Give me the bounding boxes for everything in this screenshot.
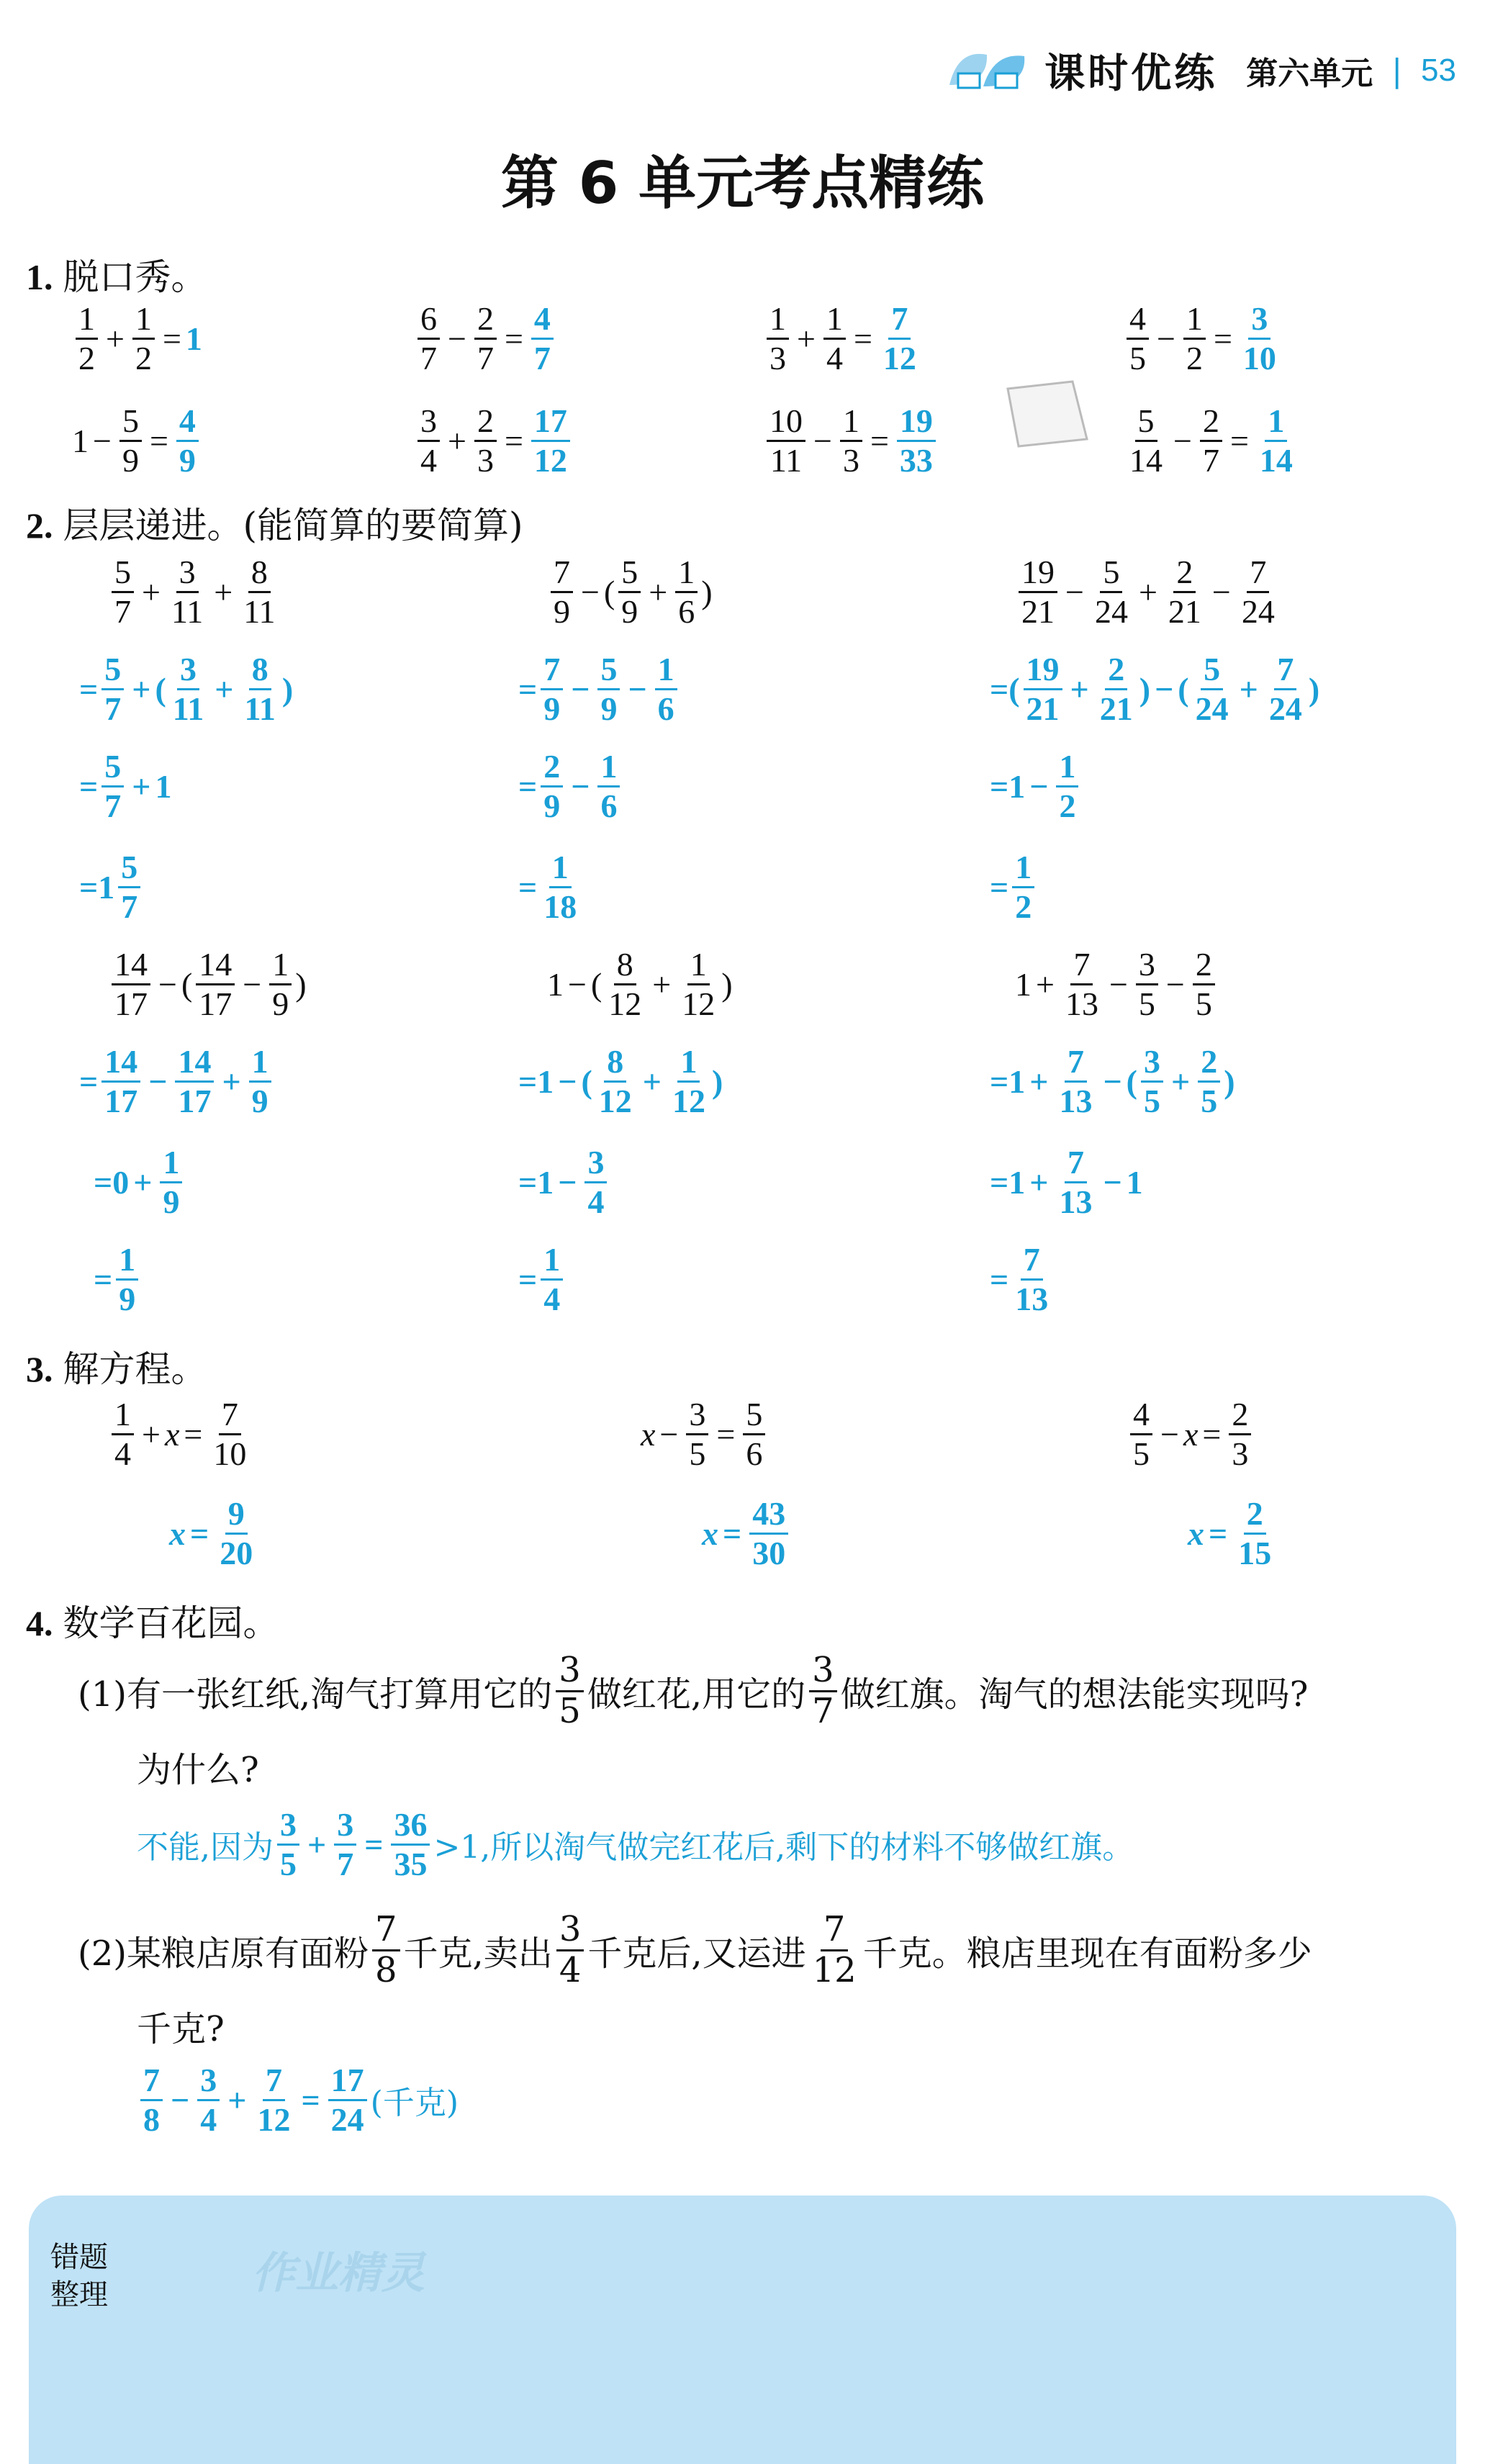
- oral-item: 1 − $\frac{5}{9}$ = $\frac{4}{9}$: [72, 403, 202, 478]
- oral-item: $\frac{1}{3}$ + $\frac{1}{4}$ = $\frac{7}{12}$: [763, 301, 923, 376]
- problem-4-1: (1)有一张红纸,淘气打算用它的 $\frac{3}{5}$ 做红花,用它的 $\frac{3}{7}$ 做红旗。淘气的想法能实现吗?: [78, 1650, 1309, 1731]
- equation-answer: x = $\frac{9}{20}$: [169, 1495, 253, 1571]
- calc-step: = $\frac{14}{17}$ − $\frac{14}{17}$ + $\frac{1}{9}$: [79, 1044, 275, 1119]
- page-title: 第 6 单元考点精练: [500, 150, 985, 217]
- problem-4-1-cont: 为什么?: [137, 1750, 259, 1790]
- calc-step: =1 + $\frac{7}{13}$ − ( $\frac{3}{5}$ + $\frac{2}{5}$ ): [990, 1043, 1235, 1119]
- section-1-heading: 1. 脱口秀。: [26, 256, 207, 298]
- calc-step: =0 + $\frac{1}{9}$: [94, 1145, 186, 1219]
- answer-4-1: 不能,因为 $\frac{3}{5}$ + $\frac{3}{7}$ = $\frac{36}{35}$ >1,所以淘气做完红花后,剩下的材料不够做红旗。: [137, 1806, 1134, 1882]
- calc-problem: 1 − ( $\frac{8}{12}$ + $\frac{1}{12}$ ): [547, 946, 733, 1022]
- calc-step: = $\frac{5}{7}$ + 1: [79, 748, 172, 824]
- calc-problem: $\frac{19}{21}$ − $\frac{5}{24}$ + $\frac{2}{21}$ − $\frac{7}{24}$: [1015, 554, 1281, 629]
- calc-step: =1 + $\frac{7}{13}$ − 1: [990, 1144, 1143, 1220]
- section-2-heading: 2. 层层递进。(能简算的要简算): [26, 505, 523, 546]
- calc-problem: 1 + $\frac{7}{13}$ − $\frac{3}{5}$ − $\frac{2}{5}$: [1015, 947, 1219, 1021]
- oral-item: $\frac{4}{5}$ − $\frac{1}{2}$ = $\frac{3}{10}$: [1123, 301, 1283, 376]
- error-review-label: 错题 整理: [50, 2241, 108, 2311]
- calc-step: = $\frac{1}{18}$: [518, 849, 577, 925]
- calc-step: = $\frac{5}{7}$ + ( $\frac{3}{11}$ + $\frac{8}{11}$ ): [79, 651, 294, 727]
- calc-step: = $\frac{1}{4}$: [518, 1242, 567, 1317]
- page-number: 53: [1421, 53, 1456, 88]
- book-logo-icon: [944, 42, 1037, 99]
- calc-step: = $\frac{7}{9}$ − $\frac{5}{9}$ − $\frac{1}{6}$: [518, 651, 681, 726]
- calc-step: = $\frac{1}{9}$: [94, 1242, 142, 1317]
- page-header: [944, 42, 1456, 99]
- header-separator: |: [1391, 52, 1403, 89]
- section-4-heading: 4. 数学百花园。: [26, 1602, 279, 1644]
- calc-step: =1 − $\frac{1}{2}$: [990, 749, 1082, 823]
- problem-4-2-cont: 千克?: [137, 2009, 225, 2049]
- calc-step: =( $\frac{19}{21}$ + $\frac{2}{21}$ ) − ( $\frac{5}{24}$ + $\frac{7}{24}$ ): [990, 651, 1320, 727]
- answer-4-2: $\frac{7}{8}$ − $\frac{3}{4}$ + $\frac{7}{12}$ = $\frac{17}{24}$ (千克): [137, 2062, 459, 2137]
- equation-answer: x = $\frac{43}{30}$: [702, 1496, 792, 1571]
- calc-step: = $\frac{2}{9}$ − $\frac{1}{6}$: [518, 749, 623, 823]
- oral-item: $\frac{10}{11}$ − $\frac{1}{3}$ = $\frac{19}{33}$: [763, 403, 939, 478]
- error-review-box: [29, 2196, 1456, 2464]
- oral-item: $\frac{6}{7}$ − $\frac{2}{7}$ = $\frac{4}{7}$: [414, 301, 557, 376]
- equation: $\frac{1}{4}$ + x = $\frac{7}{10}$: [108, 1396, 253, 1471]
- calc-step: =1 − $\frac{3}{4}$: [518, 1145, 610, 1219]
- stamp-logo-icon: [1001, 374, 1094, 453]
- calc-step: = $\frac{7}{13}$: [990, 1241, 1049, 1317]
- calc-problem: $\frac{7}{9}$ − ( $\frac{5}{9}$ + $\frac{1}{6}$ ): [547, 554, 713, 629]
- unit-label: 第六单元: [1246, 55, 1373, 92]
- book-title: 课时优练: [1044, 50, 1218, 97]
- calc-step: =1 − ( $\frac{8}{12}$ + $\frac{1}{12}$ ): [518, 1043, 723, 1119]
- calc-step: = $\frac{1}{2}$: [990, 849, 1038, 924]
- oral-item: $\frac{1}{2}$ + $\frac{1}{2}$ = 1: [72, 301, 202, 376]
- watermark: 作业精灵: [252, 2248, 425, 2298]
- oral-item: $\frac{5}{14}$ − $\frac{2}{7}$ = $\frac{1}{14}$: [1129, 402, 1293, 479]
- equation: $\frac{4}{5}$ − x = $\frac{2}{3}$: [1127, 1396, 1255, 1471]
- problem-4-2: (2)某粮店原有面粉 $\frac{7}{8}$ 千克,卖出 $\frac{3}{4}$ 千克后,又运进 $\frac{7}{12}$ 千克。粮店里现在有面粉多少: [78, 1909, 1312, 1990]
- calc-step: =1 $\frac{5}{7}$: [79, 849, 144, 924]
- calc-problem: $\frac{14}{17}$ − ( $\frac{14}{17}$ − $\frac{1}{9}$ ): [108, 947, 307, 1021]
- calc-problem: $\frac{5}{7}$ + $\frac{3}{11}$ + $\frac{8}{11}$: [108, 554, 282, 629]
- equation-answer: x = $\frac{2}{15}$: [1188, 1495, 1272, 1571]
- section-3-heading: 3. 解方程。: [26, 1348, 207, 1390]
- oral-item: $\frac{3}{4}$ + $\frac{2}{3}$ = $\frac{17}{12}$: [414, 403, 574, 478]
- equation: x − $\frac{3}{5}$ = $\frac{5}{6}$: [641, 1396, 769, 1471]
